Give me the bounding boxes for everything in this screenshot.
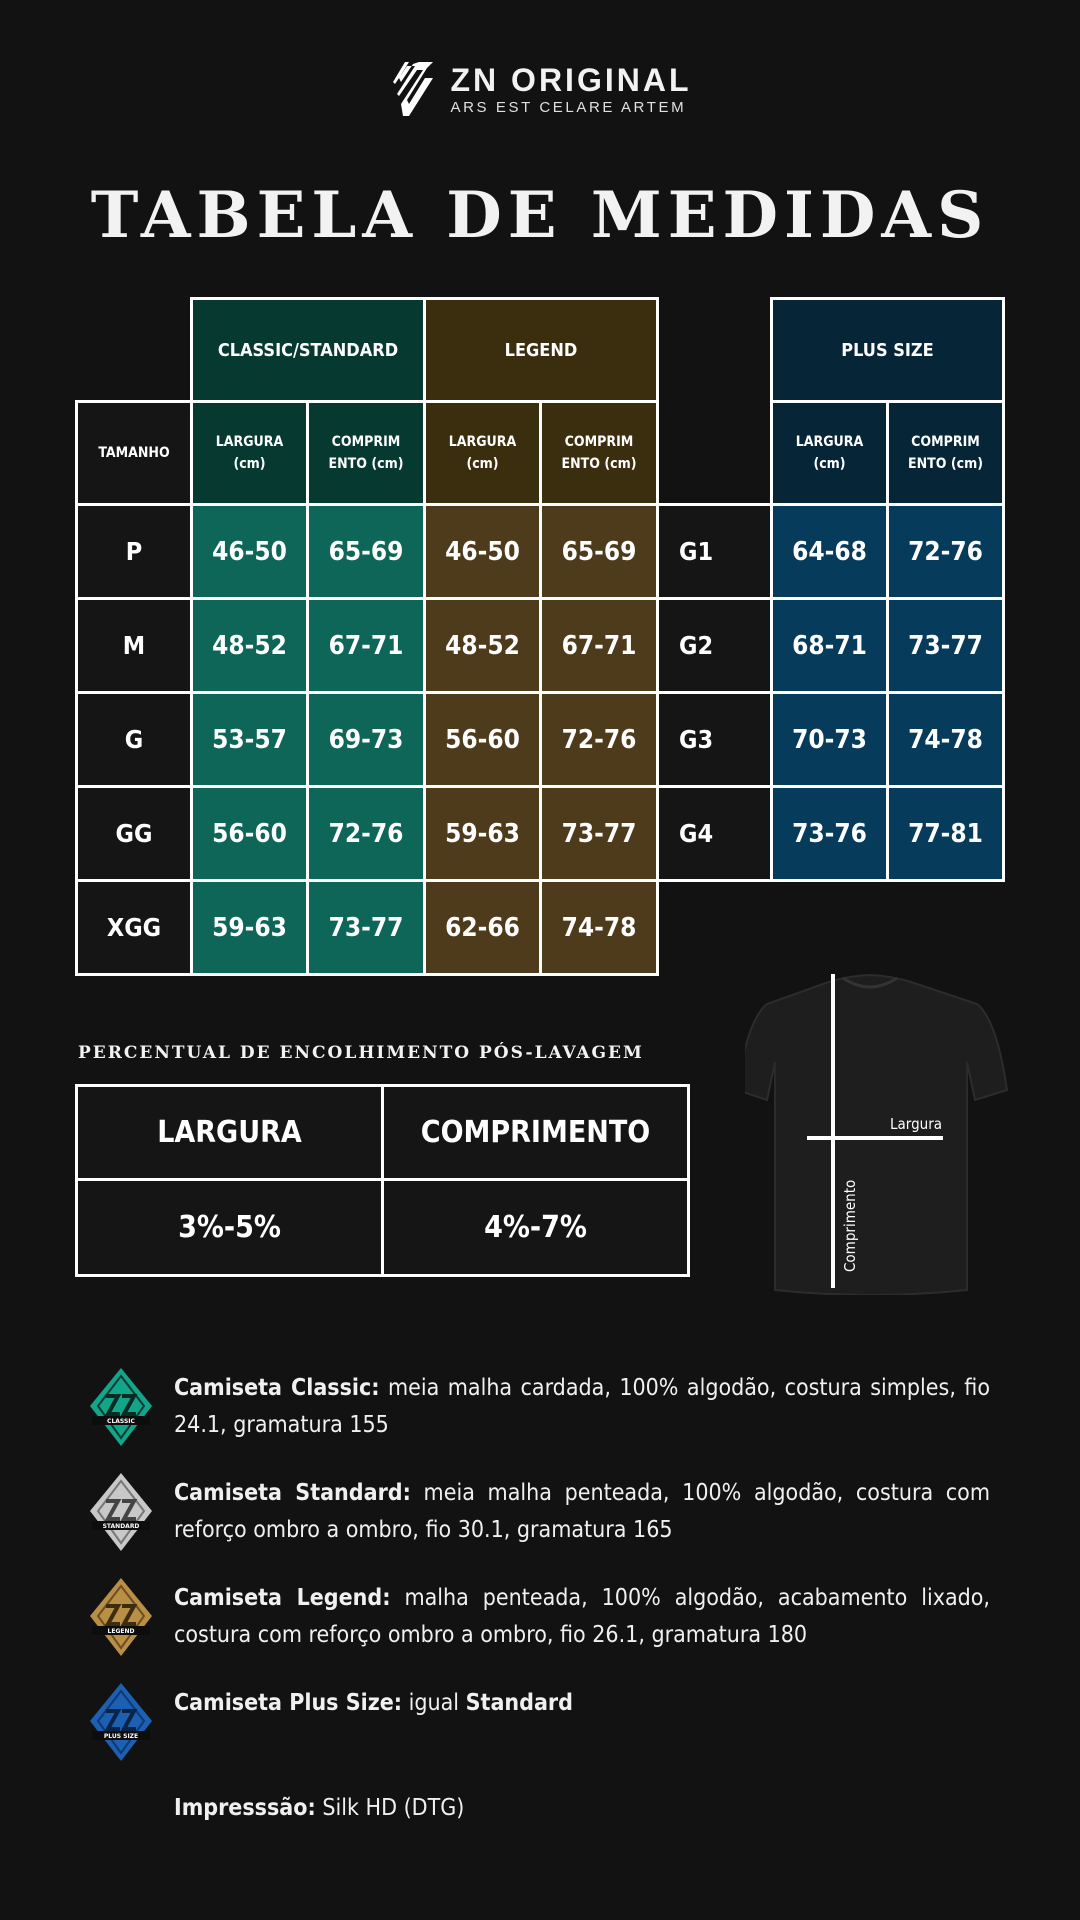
classic-length-value: 65-69 <box>306 503 426 600</box>
standard-badge-icon <box>88 1471 154 1553</box>
legend-length-value: 72-76 <box>539 691 659 788</box>
legend-length-value: 67-71 <box>539 597 659 694</box>
note-standard-text: Camiseta Standard: meia malha penteada, 100% algodão, costura com reforço ombro a ombro, fio 30.1, gramatura 165 <box>174 1480 990 1543</box>
header-plus-width: LARGURA (cm) <box>770 400 889 506</box>
fabric-notes <box>88 1370 990 1854</box>
plus-width-value: 64-68 <box>770 503 889 600</box>
note-legend <box>88 1580 990 1658</box>
plus-length-value: 72-76 <box>886 503 1005 600</box>
classic-length-value: 72-76 <box>306 785 426 882</box>
plus-size-label: G2 <box>656 597 773 694</box>
group-header-legend: LEGEND <box>423 297 659 403</box>
page-title: TABELA DE MEDIDAS <box>90 178 990 253</box>
note-plus <box>88 1685 990 1763</box>
note-plus-text: Camiseta Plus Size: igual Standard <box>174 1690 573 1716</box>
shrinkage-length-value: 4%-7% <box>381 1178 690 1277</box>
group-header-plus: PLUS SIZE <box>770 297 1005 403</box>
classic-width-value: 56-60 <box>190 785 309 882</box>
classic-length-value: 73-77 <box>306 879 426 976</box>
shrinkage-width-header: LARGURA <box>75 1084 384 1181</box>
plus-size-label: G1 <box>656 503 773 600</box>
note-classic <box>88 1370 990 1448</box>
plus-size-label: G3 <box>656 691 773 788</box>
classic-width-value: 59-63 <box>190 879 309 976</box>
length-label: Comprimento <box>841 1179 859 1272</box>
legend-width-value: 62-66 <box>423 879 542 976</box>
shrinkage-title: PERCENTUAL DE ENCOLHIMENTO PÓS-LAVAGEM <box>78 1043 644 1063</box>
brand-motto: ARS EST CELARE ARTEM <box>450 98 687 116</box>
note-print <box>88 1790 990 1827</box>
note-print-text: Impresssão: Silk HD (DTG) <box>174 1795 465 1821</box>
shrinkage-width-value: 3%-5% <box>75 1178 384 1277</box>
tshirt-icon <box>745 975 1007 1295</box>
legend-width-value: 59-63 <box>423 785 542 882</box>
brand-logo <box>0 60 1080 118</box>
header-legend-length: COMPRIM ENTO (cm) <box>539 400 659 506</box>
plus-length-value: 77-81 <box>886 785 1005 882</box>
plus-width-value: 73-76 <box>770 785 889 882</box>
classic-length-value: 69-73 <box>306 691 426 788</box>
legend-width-value: 46-50 <box>423 503 542 600</box>
classic-length-value: 67-71 <box>306 597 426 694</box>
plus-length-value: 74-78 <box>886 691 1005 788</box>
classic-width-value: 46-50 <box>190 503 309 600</box>
shirt-diagram <box>745 970 1015 1295</box>
classic-width-value: 48-52 <box>190 597 309 694</box>
zn-logo-icon <box>389 60 437 118</box>
legend-length-value: 74-78 <box>539 879 659 976</box>
classic-badge-icon <box>88 1366 154 1448</box>
plus-width-value: 68-71 <box>770 597 889 694</box>
header-classic-width: LARGURA (cm) <box>190 400 309 506</box>
legend-length-value: 65-69 <box>539 503 659 600</box>
note-classic-text: Camiseta Classic: meia malha cardada, 100% algodão, costura simples, fio 24.1, gramatura 155 <box>174 1375 990 1438</box>
size-label: GG <box>75 785 193 882</box>
size-label: XGG <box>75 879 193 976</box>
size-label: P <box>75 503 193 600</box>
shrinkage-length-header: COMPRIMENTO <box>381 1084 690 1181</box>
size-label: G <box>75 691 193 788</box>
header-legend-width: LARGURA (cm) <box>423 400 542 506</box>
group-header-classic: CLASSIC/STANDARD <box>190 297 426 403</box>
plus-badge-icon <box>88 1681 154 1763</box>
brand-name: ZN ORIGINAL <box>450 61 692 98</box>
legend-badge-icon <box>88 1576 154 1658</box>
svg-text:STANDARD: STANDARD <box>102 1523 140 1530</box>
size-label: M <box>75 597 193 694</box>
classic-width-value: 53-57 <box>190 691 309 788</box>
plus-width-value: 70-73 <box>770 691 889 788</box>
header-size: TAMANHO <box>75 400 193 506</box>
header-plus-length: COMPRIM ENTO (cm) <box>886 400 1005 506</box>
note-standard <box>88 1475 990 1553</box>
width-label: Largura <box>890 1115 943 1133</box>
plus-length-value: 73-77 <box>886 597 1005 694</box>
svg-text:LEGEND: LEGEND <box>107 1628 135 1635</box>
plus-size-label: G4 <box>656 785 773 882</box>
svg-text:CLASSIC: CLASSIC <box>107 1418 135 1425</box>
legend-width-value: 56-60 <box>423 691 542 788</box>
svg-text:PLUS SIZE: PLUS SIZE <box>103 1733 139 1740</box>
legend-width-value: 48-52 <box>423 597 542 694</box>
note-legend-text: Camiseta Legend: malha penteada, 100% algodão, acabamento lixado, costura com reforço ombro a ombro, fio 26.1, gramatura 180 <box>174 1585 990 1648</box>
legend-length-value: 73-77 <box>539 785 659 882</box>
header-classic-length: COMPRIM ENTO (cm) <box>306 400 426 506</box>
